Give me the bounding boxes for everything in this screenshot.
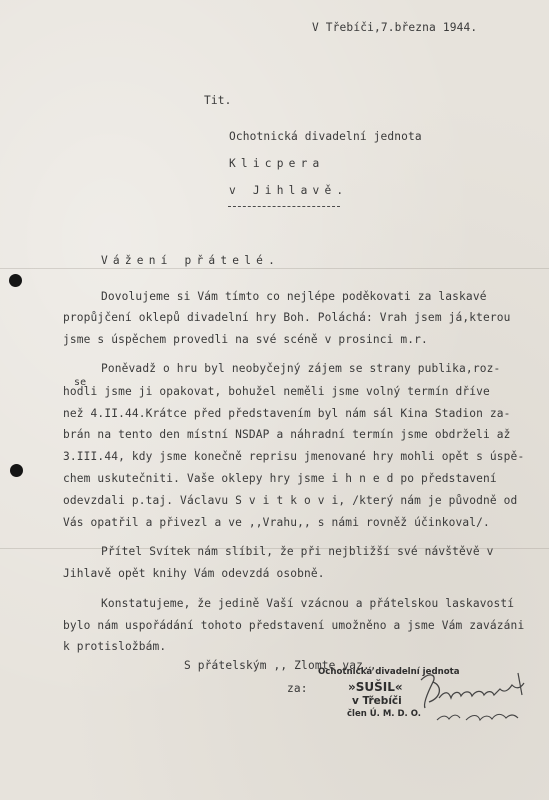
body-line: než 4.II.44.Krátce před představením byl nám sál Kina Stadion za- [63, 407, 511, 420]
body-line: Jihlavě opět knihy Vám odevzdá osobně. [63, 567, 325, 580]
body-line: Přítel Svítek nám slíbil, že při nejbližší své návštěvě v [101, 545, 494, 558]
letter-date: V Třebíči,7.března 1944. [312, 21, 478, 34]
body-line: 3.III.44, kdy jsme konečně reprisu jmenované hry mohli opět s úspě- [63, 450, 525, 463]
body-line: Konstatujeme, že jedině Vaší vzácnou a přátelskou laskavostí [101, 597, 515, 610]
recipient-klicpera: Klicpera [229, 157, 325, 170]
recipient-city: v Jihlavě. [229, 184, 349, 197]
stamp-org: Ochotnická divadelní jednota [318, 667, 460, 677]
body-line: k protisložbám. [63, 640, 167, 653]
punch-hole [10, 464, 23, 477]
body-line: chem uskutečniti. Vaše oklepy hry jsme i h n e d po představení [63, 472, 497, 485]
body-line: bylo nám uspořádání tohoto představení umožněno a jsme Vám zavázáni [63, 619, 525, 632]
closing-za: za: [287, 682, 308, 695]
punch-hole [9, 274, 22, 287]
recipient-underline [228, 206, 340, 207]
body-line: brán na tento den místní NSDAP a náhradní termín jsme obdrželi až [63, 428, 511, 441]
stamp-name: »SUŠIL« [348, 680, 403, 694]
insert-se: se [74, 377, 87, 388]
paper-fold [0, 268, 549, 269]
stamp-membership: člen Ú. M. D. O. [347, 709, 421, 719]
body-line: odevzdali p.taj. Václavu S v i t k o v i, /který nám je původně od [63, 494, 518, 507]
handwritten-signature [415, 668, 545, 728]
body-line: Dovolujeme si Vám tímto co nejlépe poděkovati za laskavé [101, 290, 487, 303]
body-line: propůjčení oklepů divadelní hry Boh. Poláchá: Vrah jsem já,kterou [63, 311, 511, 324]
body-line: Poněvadž o hru byl neobyčejný zájem se strany publika,roz- [101, 362, 501, 375]
stamp-city: v Třebíči [352, 695, 402, 707]
recipient-name: Ochotnická divadelní jednota [229, 130, 422, 143]
body-line: hodli jsme ji opakovat, bohužel neměli jsme volný termín dříve [63, 385, 490, 398]
body-line: jsme s úspěchem provedli na své scéně v prosinci m.r. [63, 333, 428, 346]
body-line: Vás opatřil a přivezl a ve ,,Vrahu,, s námi rovněž účinkoval/. [63, 516, 490, 529]
closing: S přátelským ,, Zlomte vaz., [184, 659, 377, 672]
greeting: Vážení přátelé. [101, 254, 281, 267]
salutation-tit: Tit. [204, 94, 232, 107]
